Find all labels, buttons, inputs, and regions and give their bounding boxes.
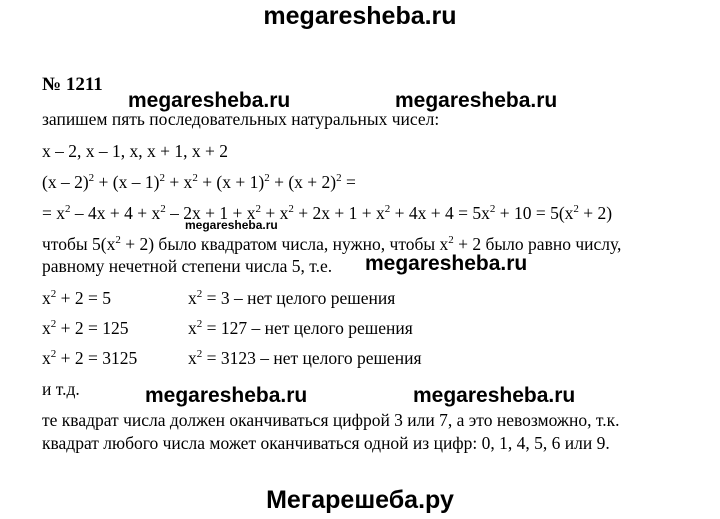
site-footer: Мегарешеба.ру: [266, 486, 454, 514]
watermark: megaresheba.ru: [145, 384, 308, 407]
case-rhs: $x^2 = 3123$ – нет целого решения: [188, 348, 422, 368]
etc-text: и т.д.: [42, 379, 80, 399]
case-rhs: $x^2 = 3$ – нет целого решения: [188, 288, 396, 308]
case-lhs: $x^2 + 2 = 125$: [42, 318, 129, 338]
final-line-2: квадрат любого числа может оканчиваться одной из цифр: 0, 1, 4, 5, 6 или 9.: [42, 433, 610, 453]
sequence: x – 2, x – 1, x, x + 1, x + 2: [42, 141, 228, 161]
problem-number: № 1211: [42, 74, 103, 95]
watermark-small: megaresheba.ru: [185, 218, 278, 232]
case-lhs: $x^2 + 2 = 3125$: [42, 348, 138, 368]
conclusion-line-2: равному нечетной степени числа 5, т.е.: [42, 256, 333, 276]
watermark: megaresheba.ru: [128, 89, 291, 112]
watermark: megaresheba.ru: [395, 89, 558, 112]
final-line-1: те квадрат числа должен оканчиваться цифрой 3 или 7, а это невозможно, т.к.: [42, 410, 620, 430]
watermark: megaresheba.ru: [413, 384, 576, 407]
sum-of-squares: $(x - 2)^2 + (x - 1)^2 + x^2 + (x + 1)^2 + (x + 2)^2$ =: [42, 172, 356, 192]
case-lhs: $x^2 + 2 = 5$: [42, 288, 111, 308]
site-header: megaresheba.ru: [263, 2, 457, 30]
expansion: = $x^2 - 4x + 4 + x^2 - 2x + 1 + x^2 + x^2 + 2x + 1 + x^2 + 4x + 4 = 5x^2 + 10 = 5(x^2 + 2)$: [42, 203, 613, 223]
watermark: megaresheba.ru: [365, 252, 528, 275]
intro-text: запишем пять последовательных натуральных чисел:: [42, 109, 440, 129]
case-rhs: $x^2 = 127$ – нет целого решения: [188, 318, 413, 338]
conclusion-line-1: чтобы $5(x^2 + 2)$ было квадратом числа, нужно, чтобы $x^2 + 2$ было равно числу,: [42, 234, 622, 254]
